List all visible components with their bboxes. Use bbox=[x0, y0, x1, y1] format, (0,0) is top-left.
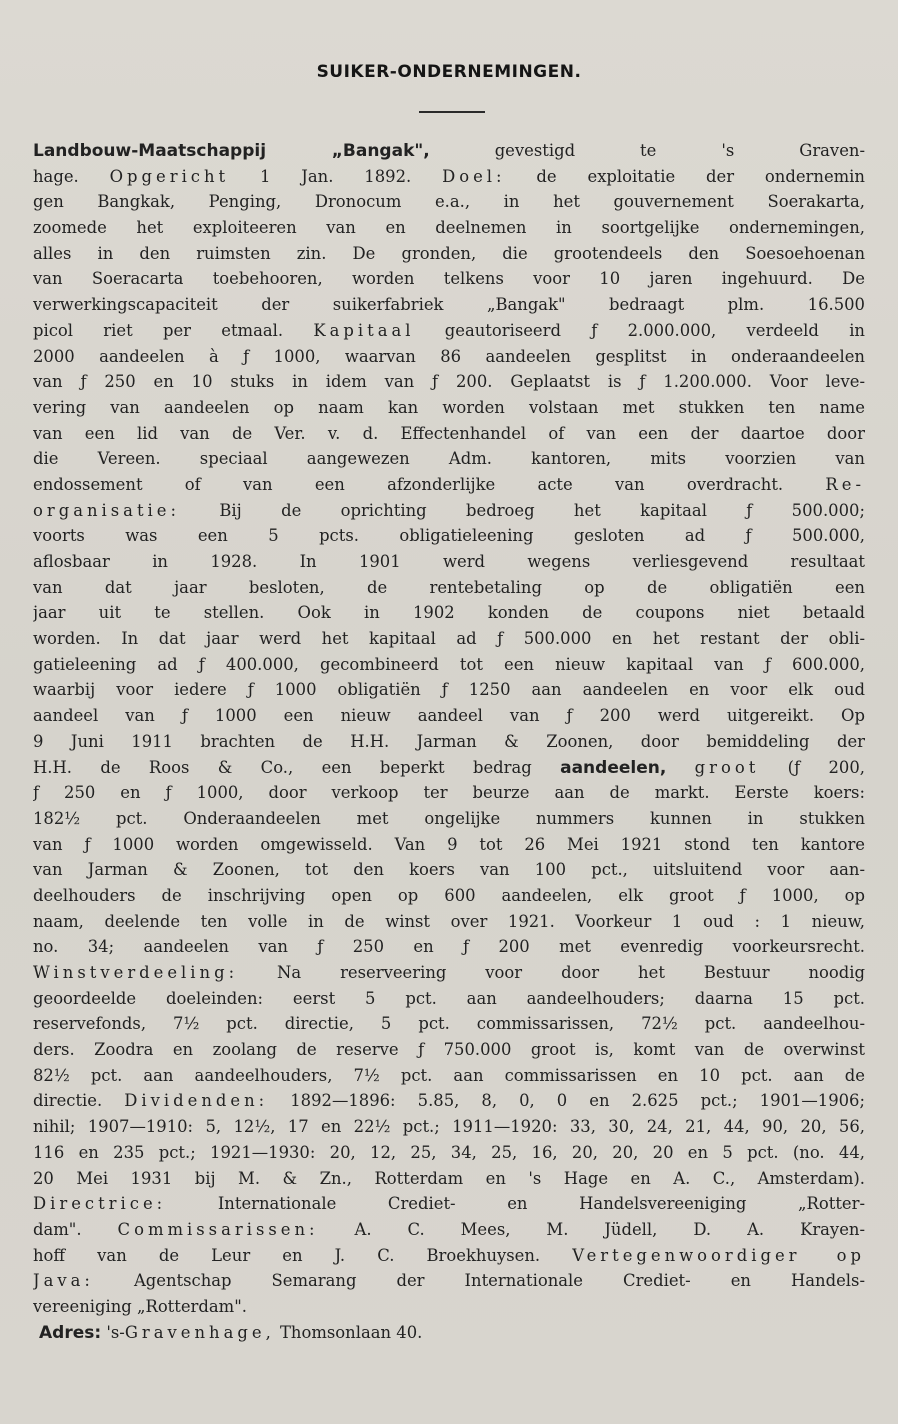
text-segment: van Soeracarta toebehooren, worden telkens voor 10 jaren ingehuurd. De bbox=[33, 269, 865, 289]
text-line bbox=[33, 857, 865, 883]
heading-divider bbox=[419, 111, 485, 113]
text-segment: no. 34; aandeelen van ƒ 250 en ƒ 200 met evenredig voorkeursrecht. bbox=[33, 937, 865, 957]
text-segment: ders. Zoodra en zoolang de reserve ƒ 750.000 groot is, komt van de overwinst bbox=[33, 1040, 865, 1060]
text-segment: van ƒ 1000 worden omgewisseld. Van 9 tot 26 Mei 1921 stond ten kantore bbox=[33, 834, 865, 854]
text-segment: 1892—1896: 5.85, 8, 0, 0 en 2.625 pct.; 1901—1906; bbox=[268, 1091, 865, 1111]
text-segment: aflosbaar in 1928. In 1901 werd wegens verliesgevend resultaat bbox=[33, 552, 865, 571]
text-line bbox=[33, 703, 865, 729]
text-line bbox=[33, 189, 865, 215]
spaced-term: Opgericht bbox=[109, 166, 230, 186]
text-line bbox=[33, 266, 865, 292]
text-segment: (ƒ 200, bbox=[759, 757, 865, 777]
text-line bbox=[33, 1114, 865, 1140]
text-segment: voorts was een 5 pcts. obligatieleening gesloten ad ƒ 500.000, bbox=[33, 526, 865, 546]
text-segment: 82½ pct. aan aandeelhouders, 7½ pct. aan commissarissen en 10 pct. aan de bbox=[33, 1065, 865, 1085]
spaced-term: Winstverdeeling: bbox=[33, 963, 239, 982]
text-line bbox=[33, 1166, 865, 1192]
text-segment: van een lid van de Ver. v. d. Effectenhandel of van een der daartoe door bbox=[33, 423, 865, 443]
text-segment: ƒ 250 en ƒ 1000, door verkoop ter beurze aan de markt. Eerste koers: bbox=[33, 783, 865, 803]
text-segment: A. C. Mees, M. Jüdell, D. A. Krayen- bbox=[318, 1219, 865, 1239]
text-segment: van dat jaar besloten, de rentebetaling op de obligatiën een bbox=[33, 577, 865, 597]
text-segment: picol riet per etmaal. bbox=[33, 320, 314, 340]
section-heading: SUIKER-ONDERNEMINGEN. bbox=[316, 62, 582, 82]
text-line bbox=[33, 1063, 865, 1089]
spaced-term: Commissarissen: bbox=[117, 1219, 319, 1239]
text-segment: reservefonds, 7½ pct. directie, 5 pct. commissarissen, 72½ pct. aandeelhou- bbox=[33, 1014, 865, 1034]
bold-term: Adres: bbox=[39, 1322, 102, 1343]
text-line bbox=[33, 806, 865, 832]
text-segment: jaar uit te stellen. Ook in 1902 konden de coupons niet betaald bbox=[33, 603, 865, 623]
text-segment: waarbij voor iedere ƒ 1000 obligatiën ƒ 1250 aan aandeelen en voor elk oud bbox=[33, 680, 865, 700]
spaced-term: Vertegenwoordiger op bbox=[572, 1245, 865, 1265]
text-line bbox=[33, 523, 865, 549]
spaced-term: Doel: bbox=[442, 166, 506, 186]
text-line bbox=[33, 318, 865, 344]
text-segment: geoordeelde doeleinden: eerst 5 pct. aan aandeelhouders; daarna 15 pct. bbox=[33, 988, 865, 1008]
spaced-term: Gravenhage, bbox=[124, 1322, 275, 1342]
text-line bbox=[33, 421, 865, 447]
text-line bbox=[33, 446, 865, 472]
text-line bbox=[33, 1243, 865, 1269]
text-segment: 182½ pct. Onderaandeelen met ongelijke nummers kunnen in stukken bbox=[33, 808, 865, 828]
text-segment: endossement of van een afzonderlijke acte van overdracht. bbox=[33, 474, 826, 494]
text-line bbox=[33, 883, 865, 909]
text-segment: naam, deelende ten volle in de winst over 1921. Voorkeur 1 oud : 1 nieuw, bbox=[33, 911, 865, 931]
text-line bbox=[33, 600, 865, 626]
text-line bbox=[33, 241, 865, 267]
spaced-term: groot bbox=[694, 757, 760, 777]
text-segment: vering van aandeelen op naam kan worden volstaan met stukken ten name bbox=[33, 397, 865, 417]
text-line bbox=[33, 549, 865, 575]
text-segment: die Vereen. speciaal aangewezen Adm. kantoren, mits voorzien van bbox=[33, 449, 865, 469]
bold-term: Landbouw-Maatschappij „Bangak", bbox=[33, 141, 430, 161]
text-segment: gatieleening ad ƒ 400.000, gecombineerd tot een nieuw kapitaal van ƒ 600.000, bbox=[33, 654, 865, 674]
text-line bbox=[33, 934, 865, 960]
text-segment: geautoriseerd ƒ 2.000.000, verdeeld in bbox=[414, 320, 865, 340]
text-segment: hoff van de Leur en J. C. Broekhuysen. bbox=[33, 1245, 573, 1265]
text-segment: verwerkingscapaciteit der suikerfabriek „Bangak" bedraagt plm. 16.500 bbox=[33, 295, 865, 315]
text-segment: 9 Juni 1911 brachten de H.H. Jarman & Zoonen, door bemiddeling der bbox=[33, 731, 865, 751]
text-line bbox=[33, 1088, 865, 1114]
text-segment: Agentschap Semarang der Internationale Crediet- en Handels- bbox=[93, 1271, 865, 1291]
text-segment: 's- bbox=[101, 1322, 125, 1342]
text-line bbox=[33, 575, 865, 601]
text-line bbox=[33, 395, 865, 421]
text-segment: Internationale Crediet- en Handelsvereeniging „Rotter- bbox=[166, 1194, 865, 1214]
text-segment: H.H. de Roos & Co., een beperkt bedrag bbox=[33, 757, 561, 777]
text-segment: gevestigd te 's Graven- bbox=[429, 141, 865, 160]
text-line bbox=[33, 960, 865, 986]
text-line bbox=[33, 138, 865, 164]
text-line bbox=[33, 780, 865, 806]
text-segment: Thomsonlaan 40. bbox=[274, 1322, 423, 1342]
text-segment: aandeel van ƒ 1000 een nieuw aandeel van ƒ 200 werd uitgereikt. Op bbox=[33, 706, 865, 726]
text-segment: 1 Jan. 1892. bbox=[229, 166, 443, 186]
text-segment: directie. bbox=[33, 1091, 125, 1111]
text-line bbox=[33, 1294, 865, 1320]
spaced-term: Directrice: bbox=[33, 1194, 167, 1214]
text-segment: gen Bangkak, Penging, Dronocum e.a., in het gouvernement Soerakarta, bbox=[33, 192, 865, 212]
spaced-term: Java: bbox=[33, 1271, 94, 1291]
text-line bbox=[33, 164, 865, 190]
spaced-term: Kapitaal bbox=[313, 320, 415, 340]
text-segment: Na reserveering voor door het Bestuur noodig bbox=[238, 963, 865, 982]
spaced-term: Dividenden: bbox=[124, 1091, 269, 1111]
text-line bbox=[33, 1217, 865, 1243]
text-segment: vereeniging „Rotterdam". bbox=[33, 1296, 247, 1316]
company-entry bbox=[33, 138, 865, 1345]
text-segment: 2000 aandeelen à ƒ 1000, waarvan 86 aandeelen gesplitst in onderaandeelen bbox=[33, 346, 865, 366]
text-line bbox=[33, 1011, 865, 1037]
text-line bbox=[33, 1037, 865, 1063]
text-line bbox=[33, 369, 865, 395]
text-line bbox=[33, 626, 865, 652]
spaced-term: organisatie: bbox=[33, 500, 181, 520]
text-line bbox=[33, 909, 865, 935]
text-segment: alles in den ruimsten zin. De gronden, die grootendeels den Soesoehoenan bbox=[33, 243, 865, 263]
text-segment: Bij de oprichting bedroeg het kapitaal ƒ 500.000; bbox=[180, 500, 865, 520]
text-segment: deelhouders de inschrijving open op 600 aandeelen, elk groot ƒ 1000, op bbox=[33, 885, 865, 905]
text-line bbox=[33, 755, 865, 781]
bold-term: aandeelen, bbox=[560, 757, 667, 778]
text-line bbox=[33, 1191, 865, 1217]
text-line bbox=[33, 215, 865, 241]
text-segment: nihil; 1907—1910: 5, 12½, 17 en 22½ pct.; 1911—1920: 33, 30, 24, 21, 44, 90, 20, 56, bbox=[33, 1117, 865, 1137]
text-line bbox=[33, 498, 865, 524]
text-line bbox=[33, 1268, 865, 1294]
text-line bbox=[33, 677, 865, 703]
text-segment: van Jarman & Zoonen, tot den koers van 100 pct., uitsluitend voor aan- bbox=[33, 860, 865, 880]
text-segment: dam". bbox=[33, 1219, 118, 1239]
text-line bbox=[33, 832, 865, 858]
text-segment: 20 Mei 1931 bij M. & Zn., Rotterdam en 's Hage en A. C., Amsterdam). bbox=[33, 1168, 865, 1188]
text-line bbox=[33, 1140, 865, 1166]
text-segment: worden. In dat jaar werd het kapitaal ad ƒ 500.000 en het restant der obli- bbox=[33, 629, 865, 649]
text-segment: zoomede het exploiteeren van en deelnemen in soortgelijke ondernemingen, bbox=[33, 218, 865, 238]
text-line bbox=[33, 472, 865, 498]
text-segment: hage. bbox=[33, 166, 110, 186]
text-segment: van ƒ 250 en 10 stuks in idem van ƒ 200. Geplaatst is ƒ 1.200.000. Voor leve- bbox=[33, 372, 865, 392]
text-line bbox=[33, 292, 865, 318]
text-segment: de exploitatie der ondernemin bbox=[505, 166, 865, 186]
text-line bbox=[33, 1320, 865, 1346]
text-segment: 116 en 235 pct.; 1921—1930: 20, 12, 25, 34, 25, 16, 20, 20, 20 en 5 pct. (no. 44, bbox=[33, 1142, 865, 1162]
text-line bbox=[33, 729, 865, 755]
text-line bbox=[33, 986, 865, 1012]
text-segment bbox=[666, 758, 694, 777]
text-line bbox=[33, 344, 865, 370]
text-line bbox=[33, 652, 865, 678]
spaced-term: Re- bbox=[825, 474, 865, 494]
